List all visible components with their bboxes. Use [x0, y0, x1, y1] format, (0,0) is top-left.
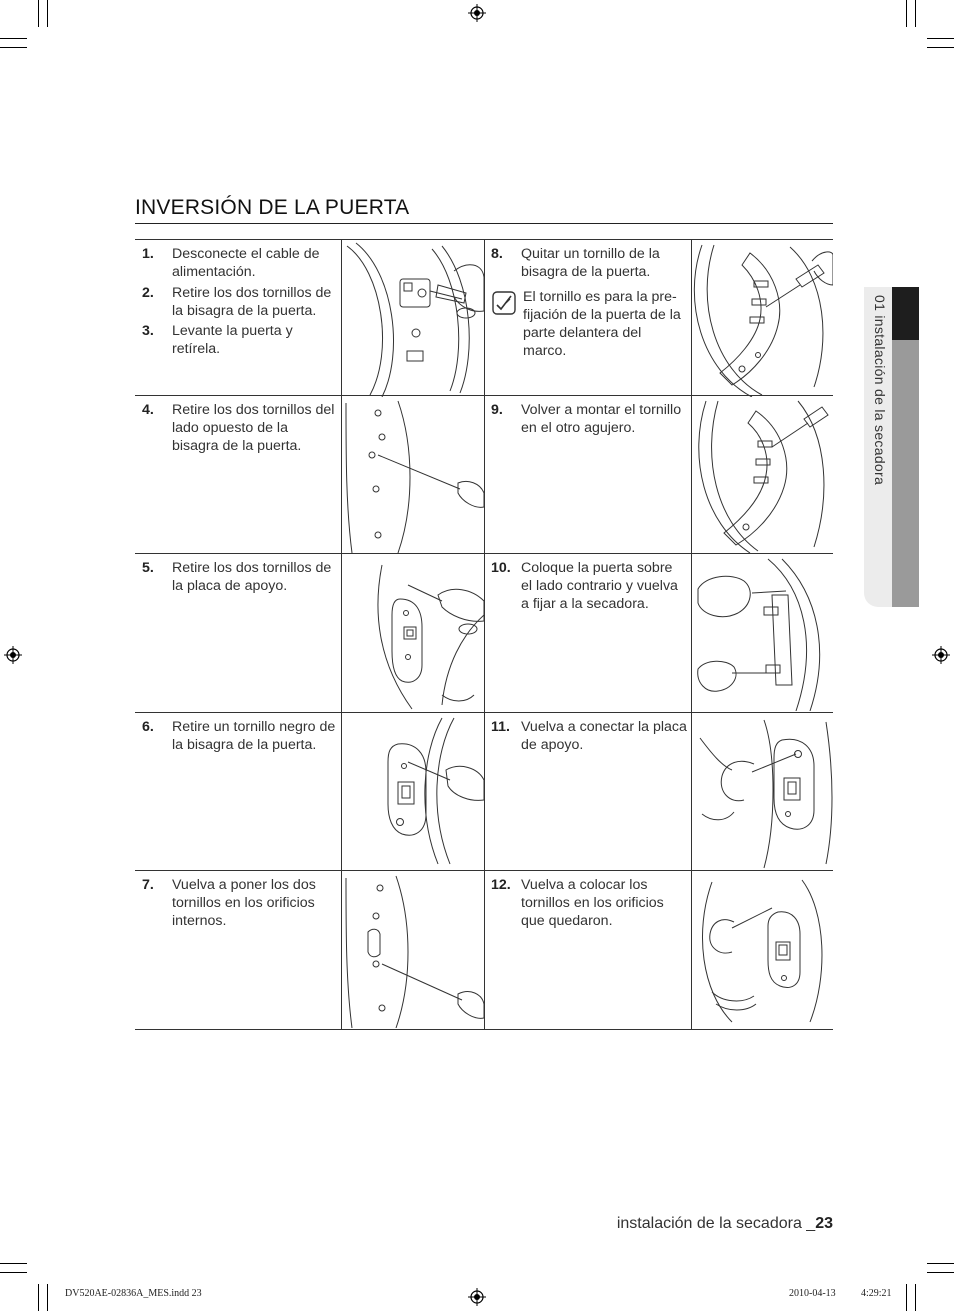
crop-mark [0, 38, 27, 39]
step-text-cell [485, 396, 691, 554]
step-item [142, 322, 338, 358]
step-item [142, 559, 338, 595]
step-number: 2. [142, 284, 154, 301]
step-item [491, 401, 687, 437]
crop-mark [927, 1263, 954, 1264]
print-slug-date: 2010-04-13 [789, 1288, 836, 1299]
crop-mark [906, 0, 907, 27]
step-text: Vuelva a conectar la placa de apoyo. [521, 719, 687, 753]
step-illustration [692, 241, 833, 397]
step-illustration [692, 555, 833, 711]
step-text: Desconecte el cable de alimentación. [172, 246, 320, 280]
step-text-cell [135, 240, 341, 398]
registration-mark-icon [468, 1288, 486, 1306]
note-text: El tornillo es para la pre-fijación de la puerta de la parte delantera del marco. [523, 289, 681, 359]
step-item [142, 718, 338, 754]
step-number: 9. [491, 402, 503, 418]
crop-mark [38, 0, 39, 27]
crop-mark [927, 1272, 954, 1273]
step-number: 4. [142, 402, 154, 418]
step-illustration [692, 872, 833, 1028]
table-row [135, 712, 833, 871]
table-row [135, 395, 833, 554]
step-text: Quitar un tornillo de la bisagra de la puerta. [521, 246, 660, 280]
step-text-cell [135, 713, 341, 871]
crop-mark [47, 1284, 48, 1311]
step-number: 7. [142, 877, 154, 893]
step-item [491, 718, 687, 754]
step-item [142, 245, 338, 281]
step-text: Coloque la puerta sobre el lado contrario y vuelva a fijar a la secadora. [521, 560, 678, 612]
step-number: 11. [491, 719, 510, 735]
chapter-tab-label: 01 instalación de la secadora [872, 295, 888, 486]
crop-mark [47, 0, 48, 27]
print-slug-time: 4:29:21 [861, 1288, 892, 1299]
step-number: 10. [491, 560, 511, 576]
step-item [142, 401, 338, 455]
step-illustration [342, 714, 484, 870]
crop-mark [915, 0, 916, 27]
step-number: 8. [491, 246, 503, 262]
page-footer [617, 1215, 833, 1233]
step-text-cell [485, 871, 691, 1029]
table-row [135, 870, 833, 1030]
step-number: 5. [142, 560, 154, 576]
step-text-cell [135, 871, 341, 1029]
step-number: 3. [142, 323, 154, 339]
step-text-cell [135, 554, 341, 712]
step-text: Levante la puerta y retírela. [172, 323, 293, 357]
step-illustration [342, 872, 484, 1028]
step-text-cell [485, 240, 691, 398]
step-item [491, 559, 687, 613]
step-text-cell [485, 554, 691, 712]
step-text: Volver a montar el tornillo en el otro agujero. [521, 402, 682, 436]
print-slug-file: DV520AE-02836A_MES.indd 23 [65, 1288, 202, 1299]
footer-section: instalación de la secadora _ [616, 1215, 816, 1232]
step-text: Retire los dos tornillos de la placa de apoyo. [172, 560, 332, 594]
step-item [142, 876, 338, 930]
table-row [135, 553, 833, 712]
step-item [491, 876, 687, 930]
crop-mark [0, 1263, 27, 1264]
step-item [142, 284, 338, 320]
step-text: Retire los dos tornillos de la bisagra de la puerta. [172, 284, 332, 319]
page-number: 23 [815, 1215, 833, 1232]
step-item [491, 245, 687, 281]
crop-mark [38, 1284, 39, 1311]
step-illustration [342, 555, 484, 711]
step-number: 6. [142, 719, 154, 735]
note-pencil-icon [492, 291, 516, 315]
step-text: Vuelva a poner los dos tornillos en los orificios internos. [172, 877, 316, 929]
step-illustration [342, 241, 484, 397]
crop-mark [915, 1284, 916, 1311]
crop-mark [927, 47, 954, 48]
step-illustration [692, 397, 833, 553]
step-illustration [342, 397, 484, 553]
table-row [135, 239, 833, 398]
step-text: Retire un tornillo negro de la bisagra de la puerta. [172, 719, 336, 753]
registration-mark-icon [932, 646, 950, 664]
crop-mark [927, 38, 954, 39]
step-number: 1. [142, 246, 154, 262]
step-text-cell [135, 396, 341, 554]
registration-mark-icon [468, 4, 486, 22]
step-text-cell [485, 713, 691, 871]
title-rule [135, 223, 833, 224]
step-illustration [692, 714, 833, 870]
step-text: Vuelva a colocar los tornillos en los orificios que quedaron. [521, 877, 664, 929]
step-number: 12. [491, 877, 511, 893]
page-title: INVERSIÓN DE LA PUERTA [135, 196, 410, 219]
crop-mark [0, 47, 27, 48]
registration-mark-icon [4, 646, 22, 664]
step-text: Retire los dos tornillos del lado opuesto de la bisagra de la puerta. [172, 402, 335, 454]
crop-mark [906, 1284, 907, 1311]
crop-mark [0, 1272, 27, 1273]
